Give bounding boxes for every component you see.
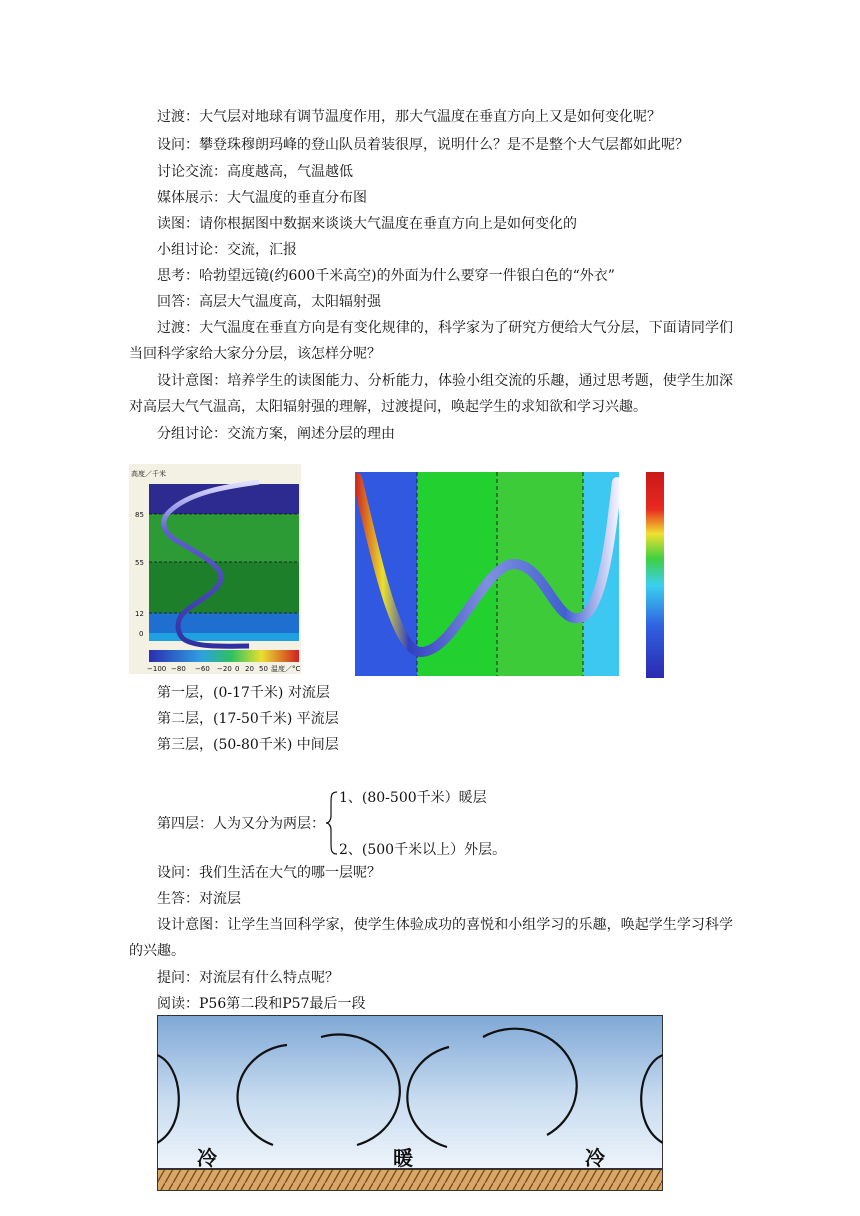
layer-4-sub-1: 1、(80-500千米）暖层 [339,790,487,806]
label-cold-left: 冷 [197,1146,217,1170]
color-scale-bar [646,472,664,678]
para-question-3: 提问：对流层有什么特点呢？ [157,970,339,986]
label-cold-right: 冷 [585,1146,605,1170]
x-tick-50: 50 [259,665,268,673]
para-design-1: 设计意图：培养学生的读图能力、分析能力，体验小组交流的乐趣，通过思考题，使学生加深对高层大气气温高，太阳辐射强的理解，过渡提问，唤起学生的求知欲和学习兴趣。 [129,373,733,415]
y-tick-12: 12 [135,610,144,618]
y-tick-85: 85 [135,511,144,519]
para-think: 思考：哈勃望远镜(约600千米高空)的外面为什么要穿一件银白色的“外衣” [157,268,615,284]
para-discussion-1: 讨论交流：高度越高，气温越低 [157,164,353,180]
x-tick-20: 20 [245,665,254,673]
para-group-discussion: 小组讨论：交流，汇报 [157,242,297,258]
para-group-plan: 分组讨论：交流方案，阐述分层的理由 [157,426,395,442]
para-question-1: 设问：攀登珠穆朗玛峰的登山队员着装很厚，说明什么？是不是整个大气层都如此呢？ [157,137,689,153]
para-design-2: 设计意图：让学生当回科学家，使学生体验成功的喜悦和小组学习的乐趣，唤起学生学习科学的兴趣。 [129,917,733,959]
para-student-answer: 生答：对流层 [157,891,241,907]
layer-3: 第三层，(50-80千米) 中间层 [157,737,339,753]
layer-4-sub-2: 2、(500千米以上）外层。 [339,842,507,858]
para-question-2: 设问：我们生活在大气的哪一层呢？ [157,865,381,881]
x-tick-minus60: −60 [195,665,210,673]
convection-figure [157,1015,663,1191]
layer-2: 第二层，(17-50千米) 平流层 [157,711,339,727]
label-warm: 暖 [393,1146,413,1170]
para-answer: 回答：高层大气温度高，太阳辐射强 [157,294,381,310]
para-media: 媒体展示：大气温度的垂直分布图 [157,190,367,206]
x-tick-minus100: −100 [147,665,167,673]
temperature-profile-figure [129,464,301,674]
x-axis-label: 温度／°C [271,665,301,673]
x-tick-minus80: −80 [171,665,186,673]
y-tick-0: 0 [139,630,144,638]
para-transition-1: 过渡：大气层对地球有调节温度作用，那大气温度在垂直方向上又是如何变化呢？ [157,109,661,125]
para-reading: 阅读：P56第二段和P57最后一段 [157,996,366,1012]
x-tick-minus20: −20 [217,665,232,673]
y-axis-label: 高度／千米 [131,470,166,478]
para-transition-2: 过渡：大气温度在垂直方向是有变化规律的，科学家为了研究方便给大气分层，下面请同学们当回科学家给大家分分层，该怎样分呢？ [129,320,733,362]
layer-diagram-figure [355,472,619,676]
x-tick-0: 0 [235,665,240,673]
y-tick-55: 55 [135,559,144,567]
layer-1: 第一层，(0-17千米) 对流层 [157,685,330,701]
layer-4-label: 第四层：人为又分为两层： [157,816,325,832]
para-read-figure: 读图：请你根据图中数据来谈谈大气温度在垂直方向上是如何变化的 [157,216,577,232]
brace-icon [325,790,339,856]
